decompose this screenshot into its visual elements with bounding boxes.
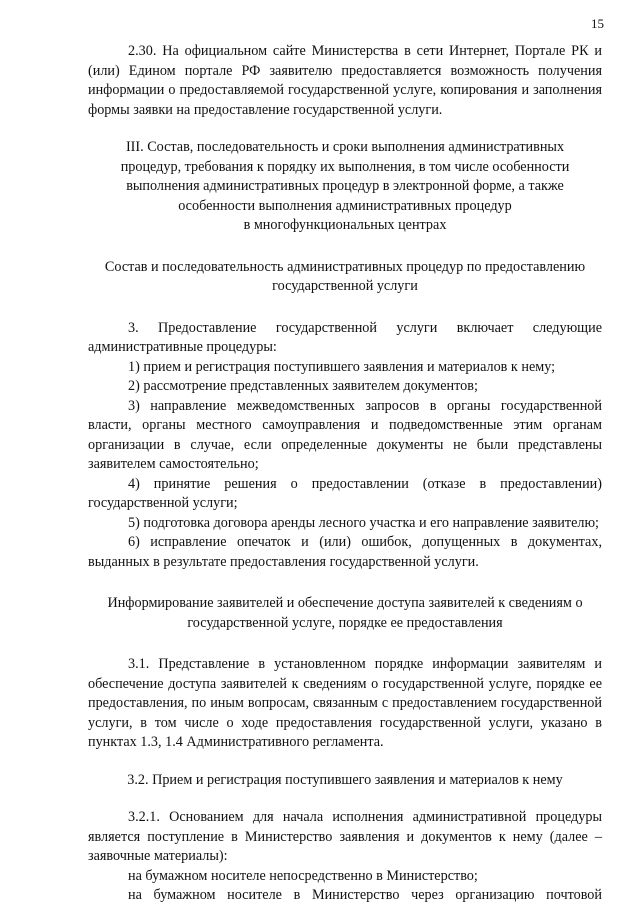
paragraph-3: 3. Предоставление государственной услуги включает следующие административные процедуры: [88,319,602,355]
paragraph-2-30: 2.30. На официальном сайте Министерства в сети Интернет, Портале РК и (или) Едином портале РФ заявителю предоставляется возможность получения информации о предоставляемой государственной услуге, копирования и заполнения формы заявки на предоставление государственной услуги. [88,43,602,118]
list-item: 1) прием и регистрация поступившего заявления и материалов к нему; [128,358,556,375]
section-iii-line: выполнения административных процедур в электронной форме, а также [126,178,564,194]
list-item: 3) направление межведомственных запросов в органы государственной власти, органы местного самоуправления и подведомственные этим органам организации в случае, если определенные документы не были представлены заявителем самостоятельно; [88,397,602,472]
list-item: 4) принятие решения о предоставлении (отказе в предоставлении) государственной услуги; [88,475,602,511]
line-paper-direct: на бумажном носителе непосредственно в Министерство; [128,867,478,884]
section-iii-line: в многофункциональных центрах [243,217,447,233]
subheading-line: государственной услуге, порядке ее предоставления [187,614,503,631]
subheading-line: Информирование заявителей и обеспечение доступа заявителей к сведениям о [107,595,583,611]
list-item: 5) подготовка договора аренды лесного участка и его направление заявителю; [128,514,599,531]
section-iii-heading [88,138,602,236]
subheading-line: государственной услуги [272,278,418,294]
subheading-procedures [88,258,602,297]
subheading-informing [88,594,602,633]
subheading-3-2: 3.2. Прием и регистрация поступившего заявления и материалов к нему [127,771,563,788]
page-number: 15 [591,16,604,31]
line-paper-post: на бумажном носителе в Министерство через организацию почтовой [128,887,602,903]
list-item: 6) исправление опечаток и (или) ошибок, допущенных в документах, выданных в результате предоставления государственной услуги. [88,534,602,570]
section-iii-line: III. Состав, последовательность и сроки выполнения административных [125,139,565,155]
paragraph-3-1: 3.1. Представление в установленном порядке информации заявителям и обеспечение доступа заявителей к сведениям о государственной услуге, порядке ее предоставления, по иным вопросам, связанным с предоставлением государственной услуги, в том числе о ходе предоставления государственной услуги, указано в пунктах 1.3, 1.4 Административного регламента. [88,656,602,750]
section-iii-line: особенности выполнения административных процедур [178,197,512,214]
list-item: 2) рассмотрение представленных заявителем документов; [128,378,478,394]
paragraph-3-2-1: 3.2.1. Основанием для начала исполнения административной процедуры является поступление в Министерство заявления и документов к нему (далее – заявочные материалы): [88,809,602,864]
section-iii-line: процедур, требования к порядку их выполнения, в том числе особенности [120,158,570,175]
page-content [88,42,602,906]
subheading-line: Состав и последовательность административных процедур по предоставлению [104,258,586,275]
